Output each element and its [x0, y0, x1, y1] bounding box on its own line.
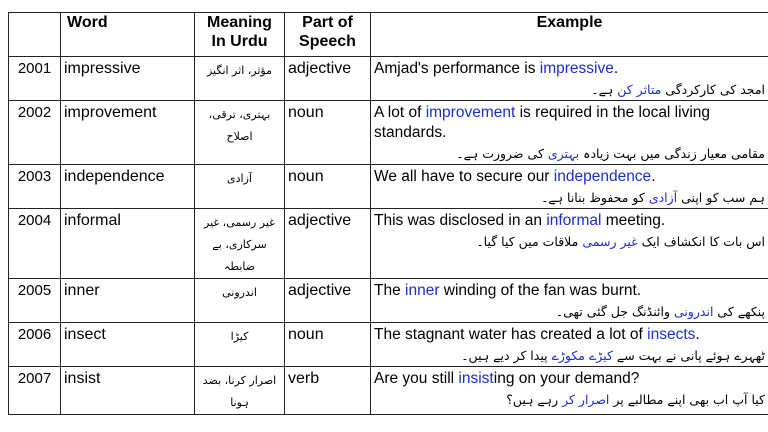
- entry-urdu-meaning: اصرار کرنا، بضد ہونا: [195, 367, 285, 415]
- entry-number: 2001: [9, 57, 61, 101]
- entry-example: [371, 367, 768, 415]
- entry-urdu-meaning: مؤثر، اثر انگیز: [195, 57, 285, 101]
- entry-word: inner: [61, 279, 195, 323]
- table-row: [9, 165, 768, 209]
- entry-word: independence: [61, 165, 195, 209]
- example-english: This was disclosed in an informal meeting.: [374, 212, 666, 229]
- highlighted-word-urdu: اصرار کر: [562, 392, 610, 407]
- example-english: The stagnant water has created a lot of insects.: [374, 326, 700, 343]
- highlighted-word-urdu: بہتری: [547, 146, 580, 161]
- entry-number: 2005: [9, 279, 61, 323]
- table-row: [9, 279, 768, 323]
- entry-urdu-meaning: اندرونی: [195, 279, 285, 323]
- example-english: Are you still insisting on your demand?: [374, 370, 640, 387]
- entry-word: insist: [61, 367, 195, 415]
- highlighted-word-urdu: غیر رسمی: [582, 234, 638, 249]
- highlighted-word: impressive: [539, 60, 614, 77]
- header-meaning: Meaning In Urdu: [195, 13, 285, 57]
- entry-word: improvement: [61, 101, 195, 165]
- vocabulary-table-container: [8, 12, 768, 415]
- header-number: [9, 13, 61, 57]
- example-urdu: پنکھے کی اندرونی وائنڈنگ جل گئی تھی۔: [555, 304, 765, 319]
- entry-example: [371, 323, 768, 367]
- example-urdu: ٹھہرے ہوئے پانی نے بہت سے کیڑے مکوڑے پیدا کر دیے ہیں۔: [461, 348, 765, 363]
- highlighted-word-urdu: متاثر کن: [617, 82, 662, 97]
- entry-part-of-speech: verb: [285, 367, 371, 415]
- entry-example: [371, 57, 768, 101]
- example-urdu: مقامی معیار زندگی میں بہت زیادہ بہتری کی ضرورت ہے۔: [456, 146, 765, 161]
- header-example: Example: [371, 13, 768, 57]
- vocabulary-table: [8, 12, 768, 415]
- entry-example: [371, 209, 768, 279]
- table-row: [9, 57, 768, 101]
- highlighted-word: insist: [458, 370, 494, 387]
- entry-word: impressive: [61, 57, 195, 101]
- entry-urdu-meaning: کیڑا: [195, 323, 285, 367]
- entry-part-of-speech: adjective: [285, 209, 371, 279]
- highlighted-word: improvement: [425, 104, 516, 121]
- entry-urdu-meaning: بہتری، ترقی، اصلاح: [195, 101, 285, 165]
- entry-number: 2004: [9, 209, 61, 279]
- entry-part-of-speech: noun: [285, 323, 371, 367]
- entry-part-of-speech: noun: [285, 165, 371, 209]
- example-urdu: اس بات کا انکشاف ایک غیر رسمی ملاقات میں کیا گیا۔: [476, 234, 765, 249]
- entry-number: 2007: [9, 367, 61, 415]
- entry-example: [371, 165, 768, 209]
- entry-part-of-speech: adjective: [285, 57, 371, 101]
- highlighted-word: independence: [553, 168, 652, 185]
- entry-number: 2002: [9, 101, 61, 165]
- header-part-of-speech: Part of Speech: [285, 13, 371, 57]
- table-row: [9, 209, 768, 279]
- entry-word: insect: [61, 323, 195, 367]
- table-row: [9, 323, 768, 367]
- highlighted-word: inner: [405, 282, 440, 299]
- entry-word: informal: [61, 209, 195, 279]
- entry-example: [371, 279, 768, 323]
- entry-number: 2006: [9, 323, 61, 367]
- table-row: [9, 367, 768, 415]
- example-urdu: ہم سب کو اپنی آزادی کو محفوظ بنانا ہے۔: [541, 190, 765, 205]
- example-english: The inner winding of the fan was burnt.: [374, 282, 642, 299]
- example-urdu: کیا آپ اب بھی اپنے مطالبے پر اصرار کر رہے ہیں؟: [506, 392, 765, 407]
- entry-example: [371, 101, 768, 165]
- header-row: [9, 13, 768, 57]
- header-word: Word: [61, 13, 195, 57]
- highlighted-word-urdu: کیڑے مکوڑے: [551, 348, 613, 363]
- entry-urdu-meaning: آزادی: [195, 165, 285, 209]
- example-english: A lot of improvement is required in the local living standards.: [374, 104, 711, 141]
- highlighted-word-urdu: آزادی: [648, 190, 678, 205]
- entry-part-of-speech: adjective: [285, 279, 371, 323]
- highlighted-word: insects: [647, 326, 696, 343]
- entry-number: 2003: [9, 165, 61, 209]
- highlighted-word-urdu: اندرونی: [673, 304, 714, 319]
- highlighted-word: informal: [546, 212, 602, 229]
- example-english: Amjad's performance is impressive.: [374, 60, 619, 77]
- table-row: [9, 101, 768, 165]
- example-english: We all have to secure our independence.: [374, 168, 656, 185]
- example-urdu: امجد کی کارکردگی متاثر کن ہے۔: [591, 82, 765, 97]
- entry-urdu-meaning: غیر رسمی، غیر سرکاری، بے ضابطہ: [195, 209, 285, 279]
- entry-part-of-speech: noun: [285, 101, 371, 165]
